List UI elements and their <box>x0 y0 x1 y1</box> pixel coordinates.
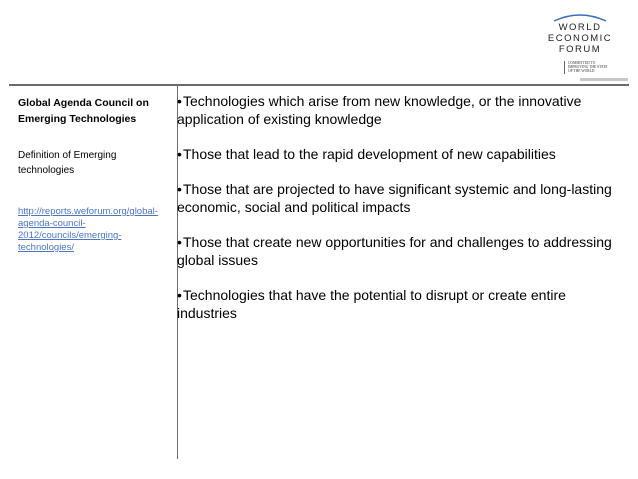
logo-word-world: WORLD <box>558 22 602 33</box>
bullet-item <box>177 233 617 269</box>
bullet-item <box>177 145 617 163</box>
logo-arc-icon <box>550 12 610 22</box>
header-divider <box>9 84 629 86</box>
logo-tagline-line: IMPROVING THE STATE <box>568 65 608 70</box>
bullet-icon: • <box>177 234 182 250</box>
world-economic-forum-logo <box>532 12 628 81</box>
definition-bullet-list <box>177 92 617 339</box>
bullet-item <box>177 286 617 322</box>
logo-tagline-line: COMMITTED TO <box>568 61 596 65</box>
council-title: Global Agenda Council on Emerging Technologies <box>18 97 149 125</box>
bullet-item <box>177 180 617 216</box>
bullet-text: Those that are projected to have significant systemic and long-lasting economic, social and political impacts <box>177 181 612 215</box>
bullet-icon: • <box>177 93 182 109</box>
bullet-text: Those that create new opportunities for and challenges to addressing global issues <box>177 234 612 268</box>
bullet-icon: • <box>177 181 182 197</box>
bullet-item <box>177 92 617 128</box>
logo-word-forum: FORUM <box>558 44 602 55</box>
logo-word-economic: ECONOMIC <box>547 33 613 44</box>
left-column <box>18 95 168 254</box>
logo-tagline-line: OF THE WORLD <box>568 69 595 74</box>
bullet-text: Those that lead to the rapid development of new capabilities <box>183 146 556 162</box>
bullet-text: Technologies which arise from new knowledge, or the innovative application of existing knowledge <box>177 93 582 127</box>
logo-accent-bar <box>580 78 628 81</box>
bullet-icon: • <box>177 146 182 162</box>
bullet-text: Technologies that have the potential to disrupt or create entire industries <box>177 287 566 321</box>
logo-tagline <box>564 61 628 74</box>
source-link[interactable]: http://reports.weforum.org/global-agenda-council-2012/councils/emerging-technologies/ <box>18 206 158 253</box>
definition-label: Definition of Emerging technologies <box>18 150 117 176</box>
bullet-icon: • <box>177 287 182 303</box>
